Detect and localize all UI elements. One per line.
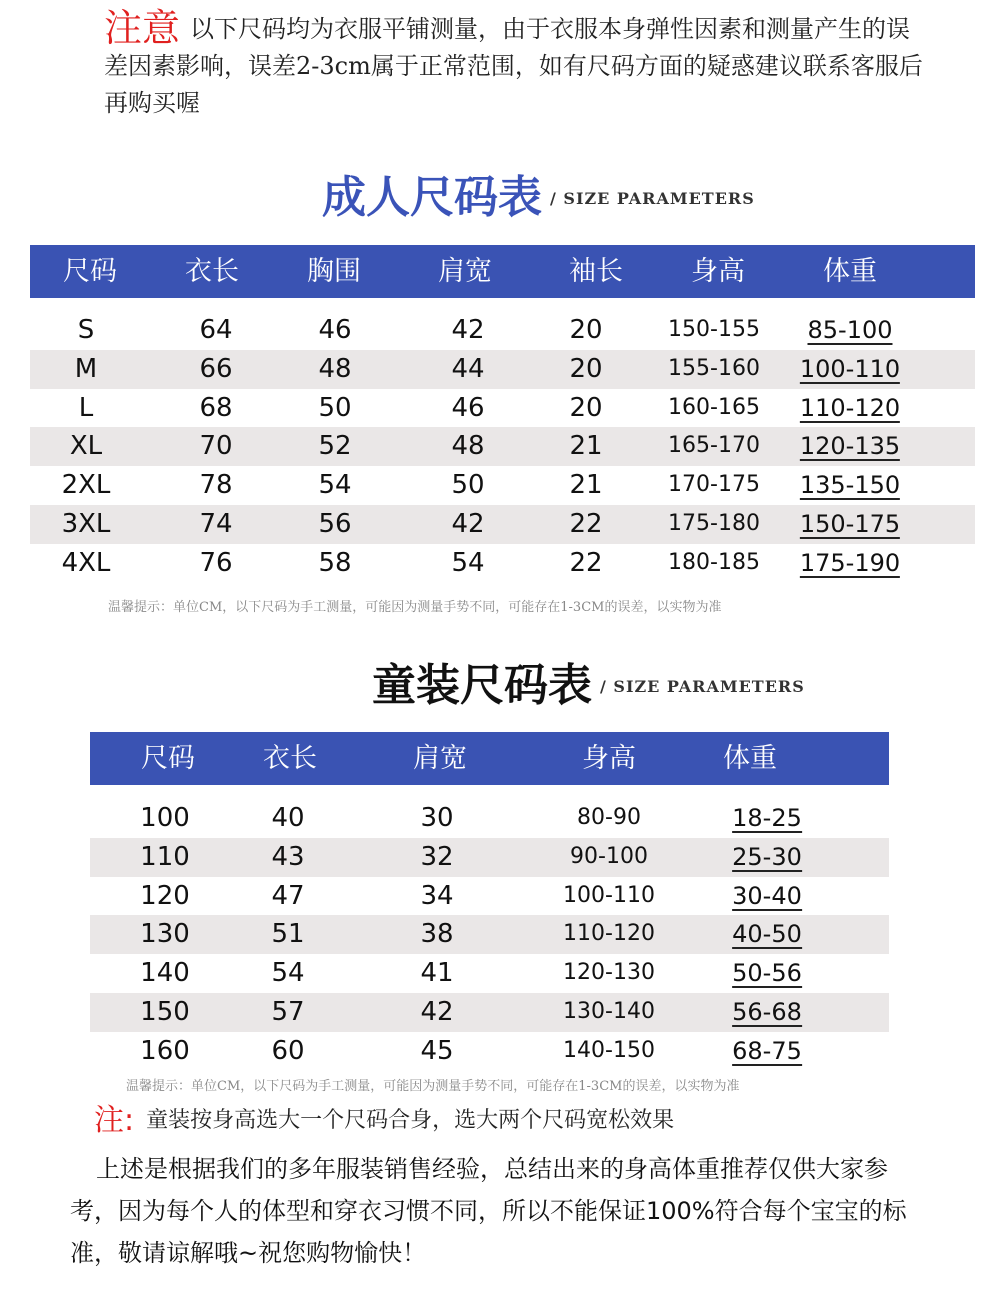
kids-table-cell: 120: [140, 880, 190, 911]
kids-table-cell: 47: [271, 880, 305, 911]
kids-table-row: [90, 838, 889, 877]
kids-table-cell: 150: [140, 996, 190, 1027]
adult-table-cell: 21: [569, 431, 603, 462]
kids-table-cell: 160: [140, 1035, 190, 1066]
kids-table-cell: 51: [271, 919, 305, 950]
kids-table-cell: 34: [420, 880, 454, 911]
kids-header-cell: 身高: [582, 743, 636, 774]
adult-table-cell: 170-175: [668, 472, 760, 498]
adult-title-subtitle: / SIZE PARAMETERS: [550, 188, 755, 208]
closing-paragraph: 上述是根据我们的多年服装销售经验，总结出来的身高体重推荐仅供大家参考，因为每个人的体型和穿衣习惯不同，所以不能保证100%符合每个宝宝的标准，敬请谅解哦~祝您购物愉快！: [70, 1155, 907, 1267]
adult-table-cell: 70: [199, 431, 233, 462]
adult-table-cell: 68: [199, 392, 233, 423]
notice-paragraph: [104, 8, 924, 122]
adult-table-cell: M: [74, 353, 98, 384]
adult-table-cell: 46: [318, 315, 352, 345]
kids-table-tip: 温馨提示：单位CM，以下尺码为手工测量，可能因为测量手势不同，可能存在1-3CM的误差，以实物为准: [126, 1079, 740, 1094]
adult-table-cell: 135-150: [799, 471, 901, 500]
adult-title-text: 成人尺码表: [322, 172, 542, 223]
adult-header-cell: 袖长: [569, 256, 623, 287]
adult-table-cell: 22: [569, 508, 603, 539]
adult-table-body: [30, 298, 975, 583]
adult-table-cell: 56: [318, 508, 352, 539]
kids-table-cell: 68-75: [732, 1036, 802, 1065]
adult-header-cell: 体重: [823, 256, 877, 287]
kids-table-cell: 30: [420, 803, 454, 833]
adult-table-cell: 42: [451, 508, 485, 539]
adult-table-cell: 100-110: [799, 354, 901, 383]
adult-table-row: [30, 427, 975, 466]
kids-header-cell: 肩宽: [413, 743, 467, 774]
adult-table-cell: 20: [569, 353, 603, 384]
adult-table-cell: L: [78, 392, 94, 423]
kids-table-cell: 42: [420, 996, 454, 1027]
kids-title-subtitle: / SIZE PARAMETERS: [600, 676, 805, 696]
adult-table-cell: 46: [451, 392, 485, 423]
kids-note: [94, 1104, 674, 1138]
notice-label: 注意: [104, 6, 181, 50]
adult-table-row: [30, 466, 975, 505]
kids-header-cell: 体重: [723, 743, 777, 774]
adult-header-cell: 尺码: [63, 256, 117, 287]
kids-table-cell: 60: [271, 1035, 305, 1066]
kids-table-row: [90, 1032, 889, 1071]
adult-table-row: [30, 544, 975, 583]
kids-table-cell: 140: [140, 958, 190, 989]
adult-section-title: [322, 168, 755, 228]
kids-table-cell: 100: [140, 803, 190, 833]
adult-table-cell: 76: [199, 547, 233, 578]
adult-table-cell: 78: [199, 470, 233, 501]
adult-table-cell: 54: [318, 470, 352, 501]
adult-table-cell: 85-100: [807, 316, 893, 344]
adult-table-row: [30, 389, 975, 428]
adult-table-row: [30, 350, 975, 389]
kids-table-cell: 50-56: [732, 959, 802, 988]
adult-table-cell: 52: [318, 431, 352, 462]
kids-table-cell: 25-30: [732, 842, 802, 871]
kids-table-row: [90, 799, 889, 838]
kids-table-cell: 45: [420, 1035, 454, 1066]
adult-table-cell: 155-160: [668, 355, 760, 381]
kids-table-cell: 30-40: [732, 881, 802, 910]
adult-table-cell: 150-155: [668, 317, 760, 342]
kids-table-header: [90, 732, 889, 785]
kids-table-cell: 110: [140, 841, 190, 872]
kids-table-row: [90, 877, 889, 916]
kids-title-text: 童装尺码表: [372, 660, 592, 711]
adult-table-cell: 50: [318, 392, 352, 423]
kids-table-cell: 120-130: [563, 960, 655, 986]
adult-table-cell: 120-135: [799, 432, 901, 461]
kids-table-cell: 40-50: [732, 920, 802, 949]
adult-table-cell: 165-170: [668, 433, 760, 459]
adult-table-header: [30, 245, 975, 298]
kids-table-cell: 90-100: [570, 843, 648, 869]
kids-table-cell: 130: [140, 919, 190, 950]
adult-table-cell: 66: [199, 353, 233, 384]
kids-table-cell: 130-140: [563, 998, 655, 1024]
kids-table-cell: 80-90: [577, 805, 641, 830]
adult-table-cell: 20: [569, 315, 603, 345]
kids-table-cell: 40: [271, 803, 305, 833]
adult-header-cell: 身高: [691, 256, 745, 287]
kids-header-cell: 衣长: [263, 743, 317, 774]
adult-table-cell: 20: [569, 392, 603, 423]
kids-note-label: 注:: [94, 1103, 135, 1138]
kids-table-cell: 41: [420, 958, 454, 989]
adult-table-cell: 4XL: [61, 547, 111, 578]
kids-table-cell: 110-120: [563, 921, 655, 947]
kids-table-row: [90, 993, 889, 1032]
kids-size-table: [90, 732, 889, 1071]
kids-note-text: 童装按身高选大一个尺码合身，选大两个尺码宽松效果: [146, 1108, 675, 1133]
adult-table-cell: 175-190: [799, 548, 901, 577]
adult-table-cell: 22: [569, 547, 603, 578]
kids-table-cell: 57: [271, 996, 305, 1027]
kids-table-body: [90, 785, 889, 1071]
adult-header-cell: 衣长: [185, 256, 239, 287]
adult-table-cell: 180-185: [668, 549, 760, 575]
kids-table-cell: 54: [271, 958, 305, 989]
adult-table-cell: 160-165: [668, 394, 760, 420]
notice-text: 以下尺码均为衣服平铺测量，由于衣服本身弹性因素和测量产生的误差因素影响，误差2-3cm属于正常范围，如有尺码方面的疑惑建议联系客服后再购买喔: [104, 15, 923, 117]
adult-table-cell: S: [77, 315, 95, 345]
adult-header-cell: 肩宽: [438, 256, 492, 287]
adult-table-cell: 48: [451, 431, 485, 462]
adult-table-cell: 3XL: [61, 508, 111, 539]
kids-table-cell: 56-68: [732, 997, 802, 1026]
kids-section-title: [372, 656, 805, 716]
adult-table-row: [30, 505, 975, 544]
kids-table-cell: 18-25: [732, 804, 802, 832]
adult-table-cell: 2XL: [61, 470, 111, 501]
kids-table-cell: 32: [420, 841, 454, 872]
kids-table-cell: 140-150: [563, 1037, 655, 1063]
adult-table-cell: 150-175: [799, 509, 901, 538]
kids-table-row: [90, 954, 889, 993]
adult-header-cell: 胸围: [307, 256, 361, 287]
adult-table-cell: XL: [69, 431, 103, 462]
adult-table-cell: 54: [451, 547, 485, 578]
adult-table-cell: 21: [569, 470, 603, 501]
adult-table-tip: 温馨提示：单位CM，以下尺码为手工测量，可能因为测量手势不同，可能存在1-3CM的误差，以实物为准: [108, 600, 722, 615]
adult-table-cell: 58: [318, 547, 352, 578]
adult-table-cell: 48: [318, 353, 352, 384]
adult-table-cell: 44: [451, 353, 485, 384]
kids-table-cell: 100-110: [563, 882, 655, 908]
adult-table-cell: 175-180: [668, 510, 760, 536]
kids-table-row: [90, 915, 889, 954]
adult-table-cell: 42: [451, 315, 485, 345]
adult-table-row: [30, 311, 975, 350]
adult-table-cell: 110-120: [799, 393, 901, 422]
kids-header-cell: 尺码: [141, 743, 195, 774]
kids-table-cell: 38: [420, 919, 454, 950]
adult-table-cell: 50: [451, 470, 485, 501]
adult-size-table: [30, 245, 975, 583]
adult-table-cell: 64: [199, 315, 233, 345]
adult-table-cell: 74: [199, 508, 233, 539]
kids-table-cell: 43: [271, 841, 305, 872]
